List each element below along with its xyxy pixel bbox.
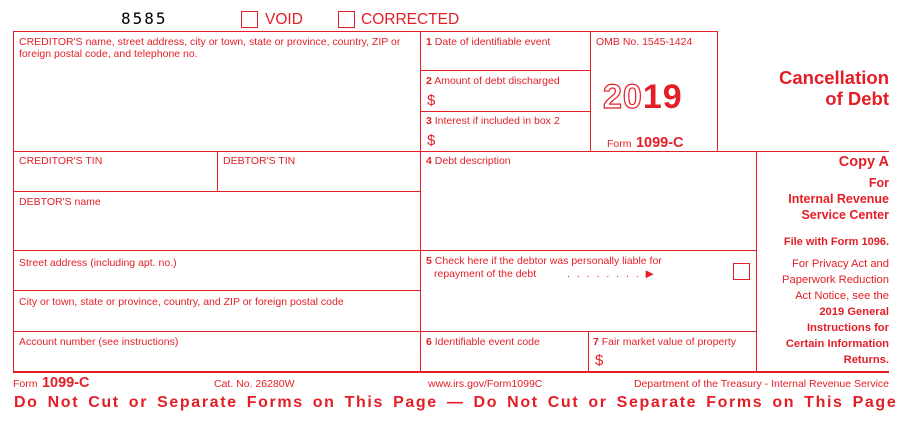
form-title: Cancellation of Debt xyxy=(779,67,889,109)
creditor-tin-label: CREDITOR'S TIN xyxy=(19,155,103,167)
city-label: City or town, state or province, country, and ZIP or foreign postal code xyxy=(19,296,344,308)
file-with-note: File with Form 1096. xyxy=(783,236,889,248)
form-id-code: 8585 xyxy=(121,9,168,28)
tax-year-outline: 20 xyxy=(603,78,643,116)
box3-dollar: $ xyxy=(427,132,436,149)
box2-field[interactable] xyxy=(440,90,588,110)
box5-dots: . . . . . . . . ▶ xyxy=(567,268,656,280)
debtor-name-field[interactable] xyxy=(14,210,419,249)
box3-label: 3 Interest if included in box 2 xyxy=(426,115,560,127)
corrected-label: CORRECTED xyxy=(361,11,460,28)
street-address-field[interactable] xyxy=(14,271,419,289)
box5-label-line2: repayment of the debt xyxy=(434,268,537,280)
debtor-name-label: DEBTOR'S name xyxy=(19,196,101,208)
box6-field[interactable] xyxy=(421,350,587,370)
void-checkbox[interactable] xyxy=(241,11,258,28)
tax-year-bold: 19 xyxy=(642,78,683,116)
creditor-tin-field[interactable] xyxy=(14,169,216,190)
corrected-checkbox[interactable] xyxy=(338,11,355,28)
box3-field[interactable] xyxy=(440,130,588,150)
debtor-tin-field[interactable] xyxy=(218,169,419,190)
box1-label: 1 Date of identifiable event xyxy=(426,36,551,48)
box7-dollar: $ xyxy=(595,352,604,369)
debtor-tin-label: DEBTOR'S TIN xyxy=(223,155,296,167)
box6-label: 6 Identifiable event code xyxy=(426,336,540,348)
box7-label: 7 Fair market value of property xyxy=(593,336,736,348)
void-label: VOID xyxy=(265,11,303,28)
box2-dollar: $ xyxy=(427,92,436,109)
box5-checkbox[interactable] xyxy=(733,263,750,280)
box4-field[interactable] xyxy=(421,169,755,249)
footer-url: www.irs.gov/Form1099C xyxy=(428,378,543,390)
city-field[interactable] xyxy=(14,310,419,330)
box4-label: 4 Debt description xyxy=(426,155,511,167)
street-address-label: Street address (including apt. no.) xyxy=(19,257,177,269)
copy-label: Copy A xyxy=(838,154,889,170)
tax-year xyxy=(603,78,683,117)
account-number-label: Account number (see instructions) xyxy=(19,336,179,348)
footer-cat-no: Cat. No. 26280W xyxy=(214,378,295,390)
creditor-name-address-label: CREDITOR'S name, street address, city or town, state or province, country, ZIP or foreign postal code, and telephone no. xyxy=(19,36,401,60)
do-not-cut-warning: Do Not Cut or Separate Forms on This Page — Do Not Cut or Separate Forms on This Page xyxy=(14,394,898,411)
box5-label: 5 Check here if the debtor was personally liable for xyxy=(426,255,662,267)
box1-field[interactable] xyxy=(421,50,589,69)
omb-form-name: Form 1099-C xyxy=(607,135,684,151)
box7-field[interactable] xyxy=(608,350,755,370)
box2-label: 2 Amount of debt discharged xyxy=(426,75,560,87)
copy-recipient: For Internal Revenue Service Center xyxy=(788,176,889,222)
account-number-field[interactable] xyxy=(14,350,419,370)
creditor-name-address-field[interactable] xyxy=(14,60,419,150)
footer-form-name: Form 1099-C xyxy=(13,375,90,391)
footer-department: Department of the Treasury - Internal Revenue Service xyxy=(633,378,889,390)
privacy-notice: For Privacy Act and Paperwork Reduction Act Notice, see the 2019 General Instructions for Certain Information Returns. xyxy=(782,258,889,366)
omb-number: OMB No. 1545-1424 xyxy=(596,36,693,48)
